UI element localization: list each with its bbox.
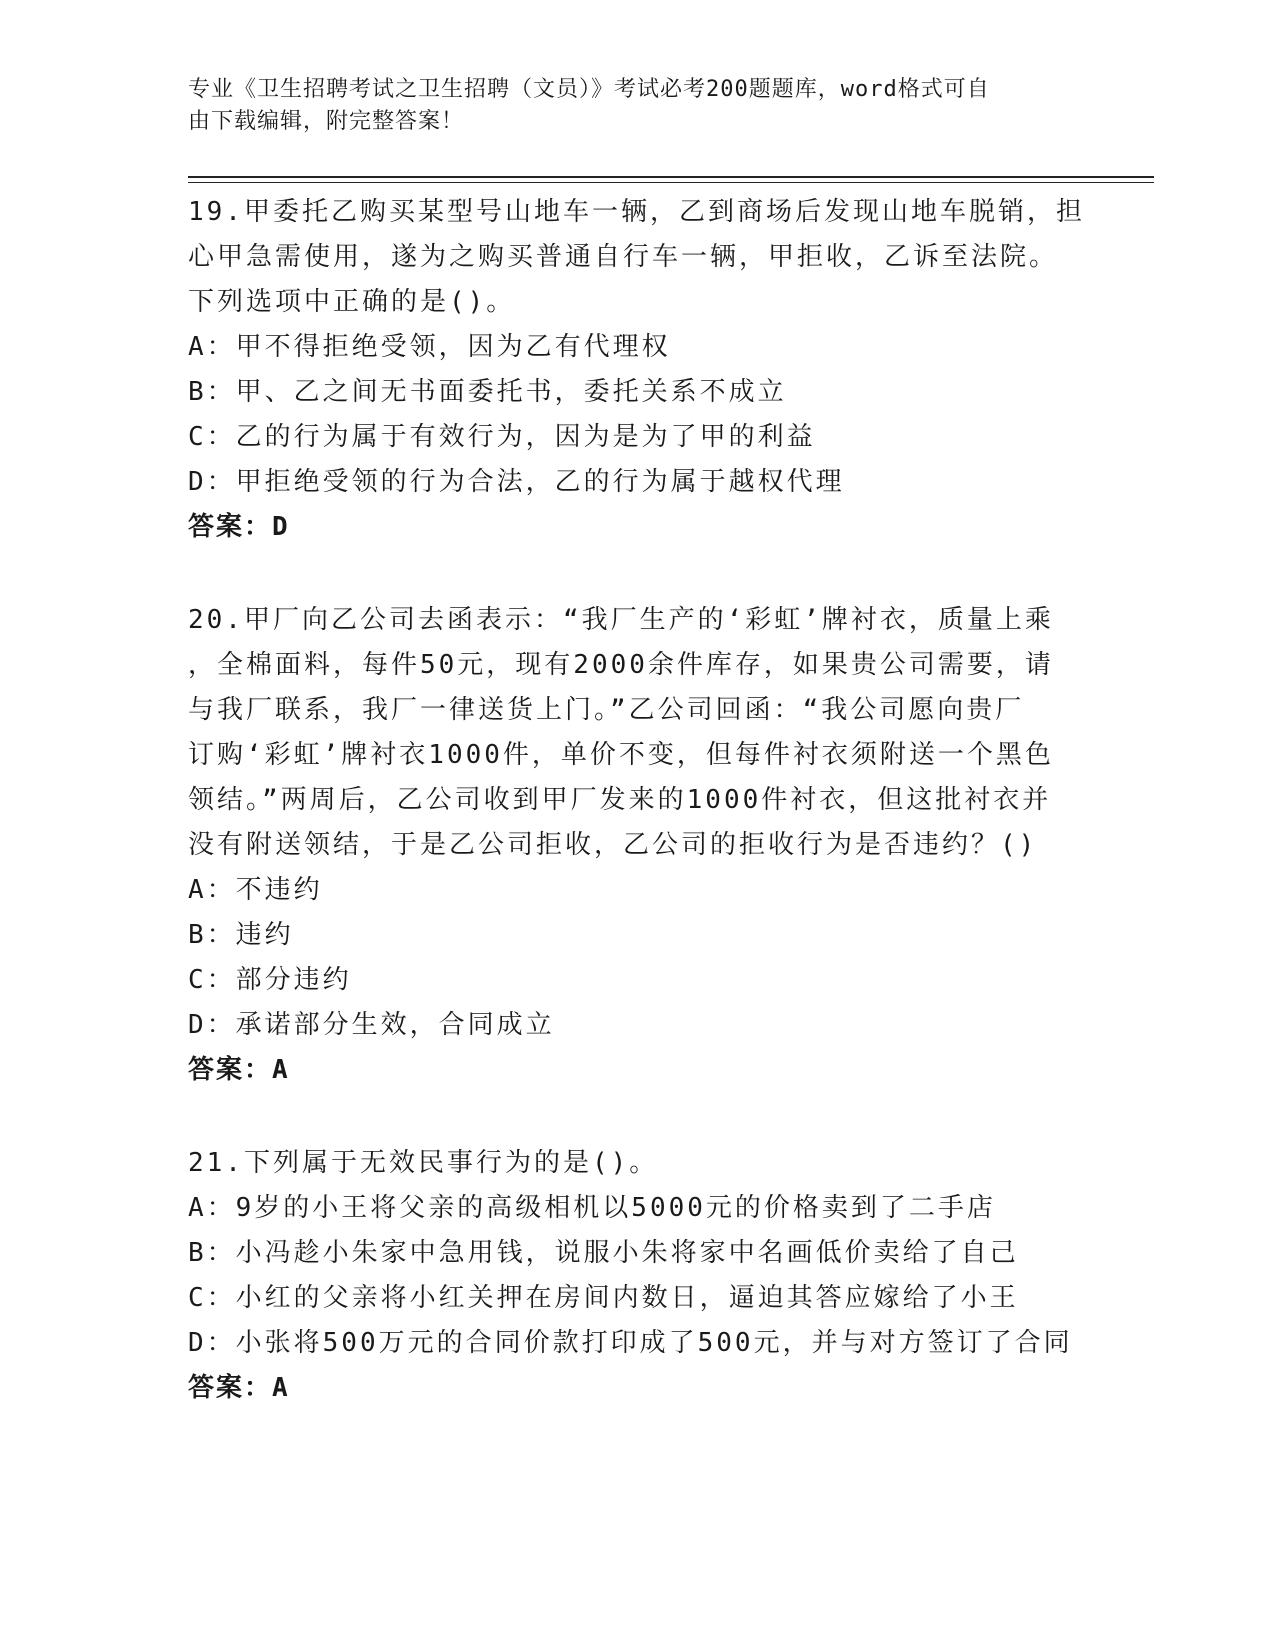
question-text-line: 下列选项中正确的是()。 [188,287,516,317]
option-a: A：不违约 [188,875,323,905]
question-text-line: 心甲急需使用，遂为之购买普通自行车一辆，甲拒收，乙诉至法院。 [188,242,1059,272]
question-text-line: 20.甲厂向乙公司去函表示：“我厂生产的‘彩虹’牌衬衣，质量上乘 [188,605,1054,635]
document-header [188,74,1068,138]
question-text-line: 订购‘彩虹’牌衬衣1000件，单价不变，但每件衬衣须附送一个黑色 [188,740,1054,770]
question-spacer [188,550,1088,598]
header-divider-thin [188,182,1154,183]
answer: 答案：A [188,1055,290,1085]
question-21 [188,1141,1088,1411]
question-text-line: 与我厂联系，我厂一律送货上门。”乙公司回函：“我公司愿向贵厂 [188,695,1025,725]
option-d: D：承诺部分生效，合同成立 [188,1010,555,1040]
question-text-line: 21.下列属于无效民事行为的是()。 [188,1148,659,1178]
question-text-line: 19.甲委托乙购买某型号山地车一辆，乙到商场后发现山地车脱销，担 [188,197,1085,227]
header-divider-thick [188,176,1154,178]
header-line-2: 由下载编辑，附完整答案！ [188,109,465,134]
option-c: C：小红的父亲将小红关押在房间内数日，逼迫其答应嫁给了小王 [188,1283,1019,1313]
option-b: B：违约 [188,920,294,950]
option-a: A：甲不得拒绝受领，因为乙有代理权 [188,332,671,362]
answer: 答案：A [188,1373,290,1403]
option-c: C：部分违约 [188,965,352,995]
question-text-line: 领结。”两周后，乙公司收到甲厂发来的1000件衬衣，但这批衬衣并 [188,785,1052,815]
option-b: B：小冯趁小朱家中急用钱，说服小朱将家中名画低价卖给了自己 [188,1238,1019,1268]
option-a: A：9岁的小王将父亲的高级相机以5000元的价格卖到了二手店 [188,1193,996,1223]
option-c: C：乙的行为属于有效行为，因为是为了甲的利益 [188,422,816,452]
question-list [188,190,1088,1411]
question-text-line: ，全棉面料，每件50元，现有2000余件库存，如果贵公司需要，请 [188,650,1054,680]
question-19 [188,190,1088,550]
header-line-1: 专业《卫生招聘考试之卫生招聘（文员）》考试必考200题题库，word格式可自 [188,77,990,102]
option-d: D：甲拒绝受领的行为合法，乙的行为属于越权代理 [188,467,845,497]
question-spacer [188,1093,1088,1141]
answer: 答案：D [188,512,290,542]
option-b: B：甲、乙之间无书面委托书，委托关系不成立 [188,377,787,407]
question-text-line: 没有附送领结，于是乙公司拒收，乙公司的拒收行为是否违约？() [188,830,1038,860]
question-20 [188,598,1088,1093]
option-d: D：小张将500万元的合同价款打印成了500元，并与对方签订了合同 [188,1328,1073,1358]
